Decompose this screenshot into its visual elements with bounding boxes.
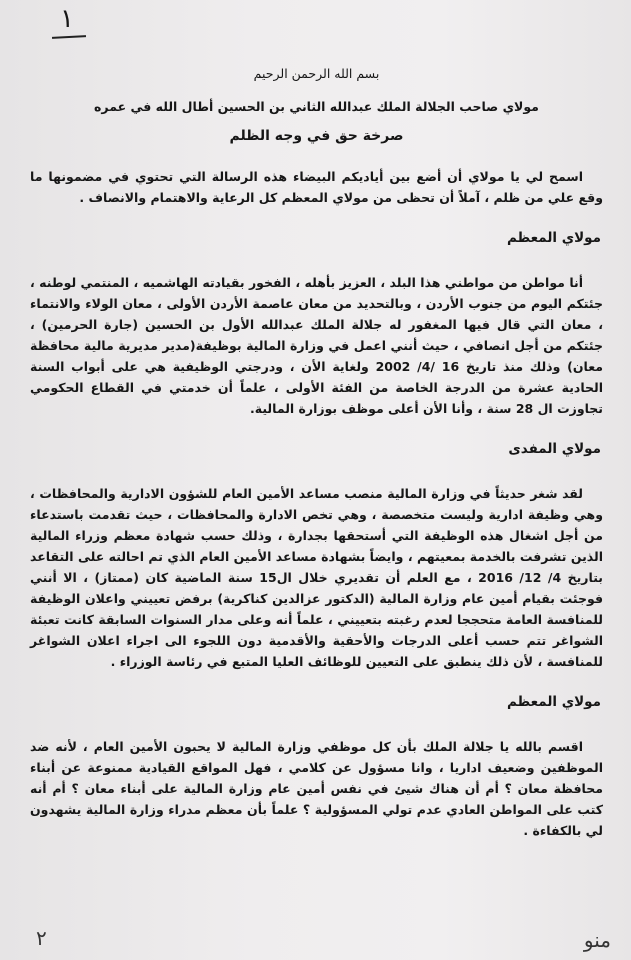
- page-number: ١: [60, 4, 74, 34]
- section1-heading: مولاي المعظم: [506, 230, 601, 246]
- section3-heading: مولاي المعظم: [506, 694, 601, 710]
- page-number-underline: [52, 35, 86, 39]
- section3-text: اقسم بالله يا جلالة الملك بأن كل موظفي وزارة المالية لا يحبون الأمين العام ، لأنه ضد الموظفين وضعيف اداريا ، وانا مسؤول عن كلامي ، فهل المواقع القيادية ممنوعة عن أبناء محافظة معان ؟ أم أن هناك شيئ في نفس أمين عام وزارة المالية على أبناء معان ؟ أم أنه كتب على المواطن العادي عدم تولي المسؤولية ؟ علماً بأن معظم مدراء وزارة المالية يشهدون لي بالكفاءة .: [30, 739, 603, 838]
- letter-body: [30, 66, 603, 863]
- section3-paragraph: [30, 736, 603, 841]
- handwritten-page-mark: ٢: [36, 926, 47, 950]
- handwritten-initials: منو: [583, 928, 611, 952]
- letter-title: صرخة حق في وجه الظلم: [229, 128, 404, 144]
- address-line: مولاي صاحب الجلالة الملك عبدالله الثاني بن الحسين أطال الله في عمره: [94, 99, 539, 114]
- basmala: بسم الله الرحمن الرحيم: [253, 66, 380, 81]
- section2-paragraph: [30, 483, 603, 672]
- intro-paragraph: [30, 166, 603, 208]
- intro-text: اسمح لي يا مولاي أن أضع بين أياديكم البيضاء هذه الرسالة التي تحتوي في مضمونها ما وقع علي من ظلم ، آملاً أن تحظى من مولاي المعظم كل الرعاية والاهتمام والانصاف .: [30, 169, 603, 205]
- section1-text: أنا مواطن من مواطني هذا البلد ، العزيز بأهله ، الفخور بقيادته الهاشميه ، المنتمي لوطنه ، جئتكم اليوم من جنوب الأردن ، وبالتحديد من معان عاصمة الأردن الأولى ، معان الولاء والانتماء ، معان التي قال فيها المغفور له جلالة الملك عبدالله الأول بن الحسين (جارة الحرمين) ، جئتكم من أجل انصافي ، حيث أنني اعمل في وزارة المالية بوظيفة(مدير مديرية مالية محافظة معان) وذلك منذ تاريخ 16 /4/ 2002 ولغاية الأن ، ودرجتي الوظيفية هي على أبواب السنة الحادية عشرة من الدرجة الخاصة من الفئة الأولى ، علماً أن خدمتي في القطاع الحكومي تجاوزت ال 28 سنة ، وأنا الأن أعلى موظف بوزارة المالية.: [30, 275, 603, 416]
- section2-heading: مولاي المفدى: [508, 441, 601, 457]
- section2-text: لقد شغر حديثاً في وزارة المالية منصب مساعد الأمين العام للشؤون الادارية والمحافظات ، وهي وظيفة ادارية وليست متخصصة ، وهي تخص الادارة والمحافظات ، حيث تقدمت باستدعاء من أجل اشغال هذه الوظيفة التي أستحقها بجدارة ، وذلك حسب شهادة معظم وزراء المالية الذين تشرفت بالخدمة بمعيتهم ، وايضاً بشهادة مساعد الأمين العام الذي تم احالته على التقاعد بتاريخ 4/ 12/ 2016 ، مع العلم أن تقديري خلال ال15 سنة الماضية كان (ممتاز) ، الا أنني فوجئت بقيام أمين عام وزارة المالية (الدكتور عزالدين كناكرية) برفض تعييني واعلان الوظيفة للمنافسة العامة متحججا لعدم رغبته بتعييني ، علماً أنه وعلى مدار السنوات السابقة كانت تعبئة الشواغر تتم حسب أعلى الدرجات والأحقية والأقدمية دون اللجوء الى اجراء اعلان الشواغر للمنافسة ، لأن ذلك ينطبق على التعيين للوظائف العليا المتبع في رئاسة الوزراء .: [30, 486, 603, 669]
- section1-paragraph: [30, 272, 603, 419]
